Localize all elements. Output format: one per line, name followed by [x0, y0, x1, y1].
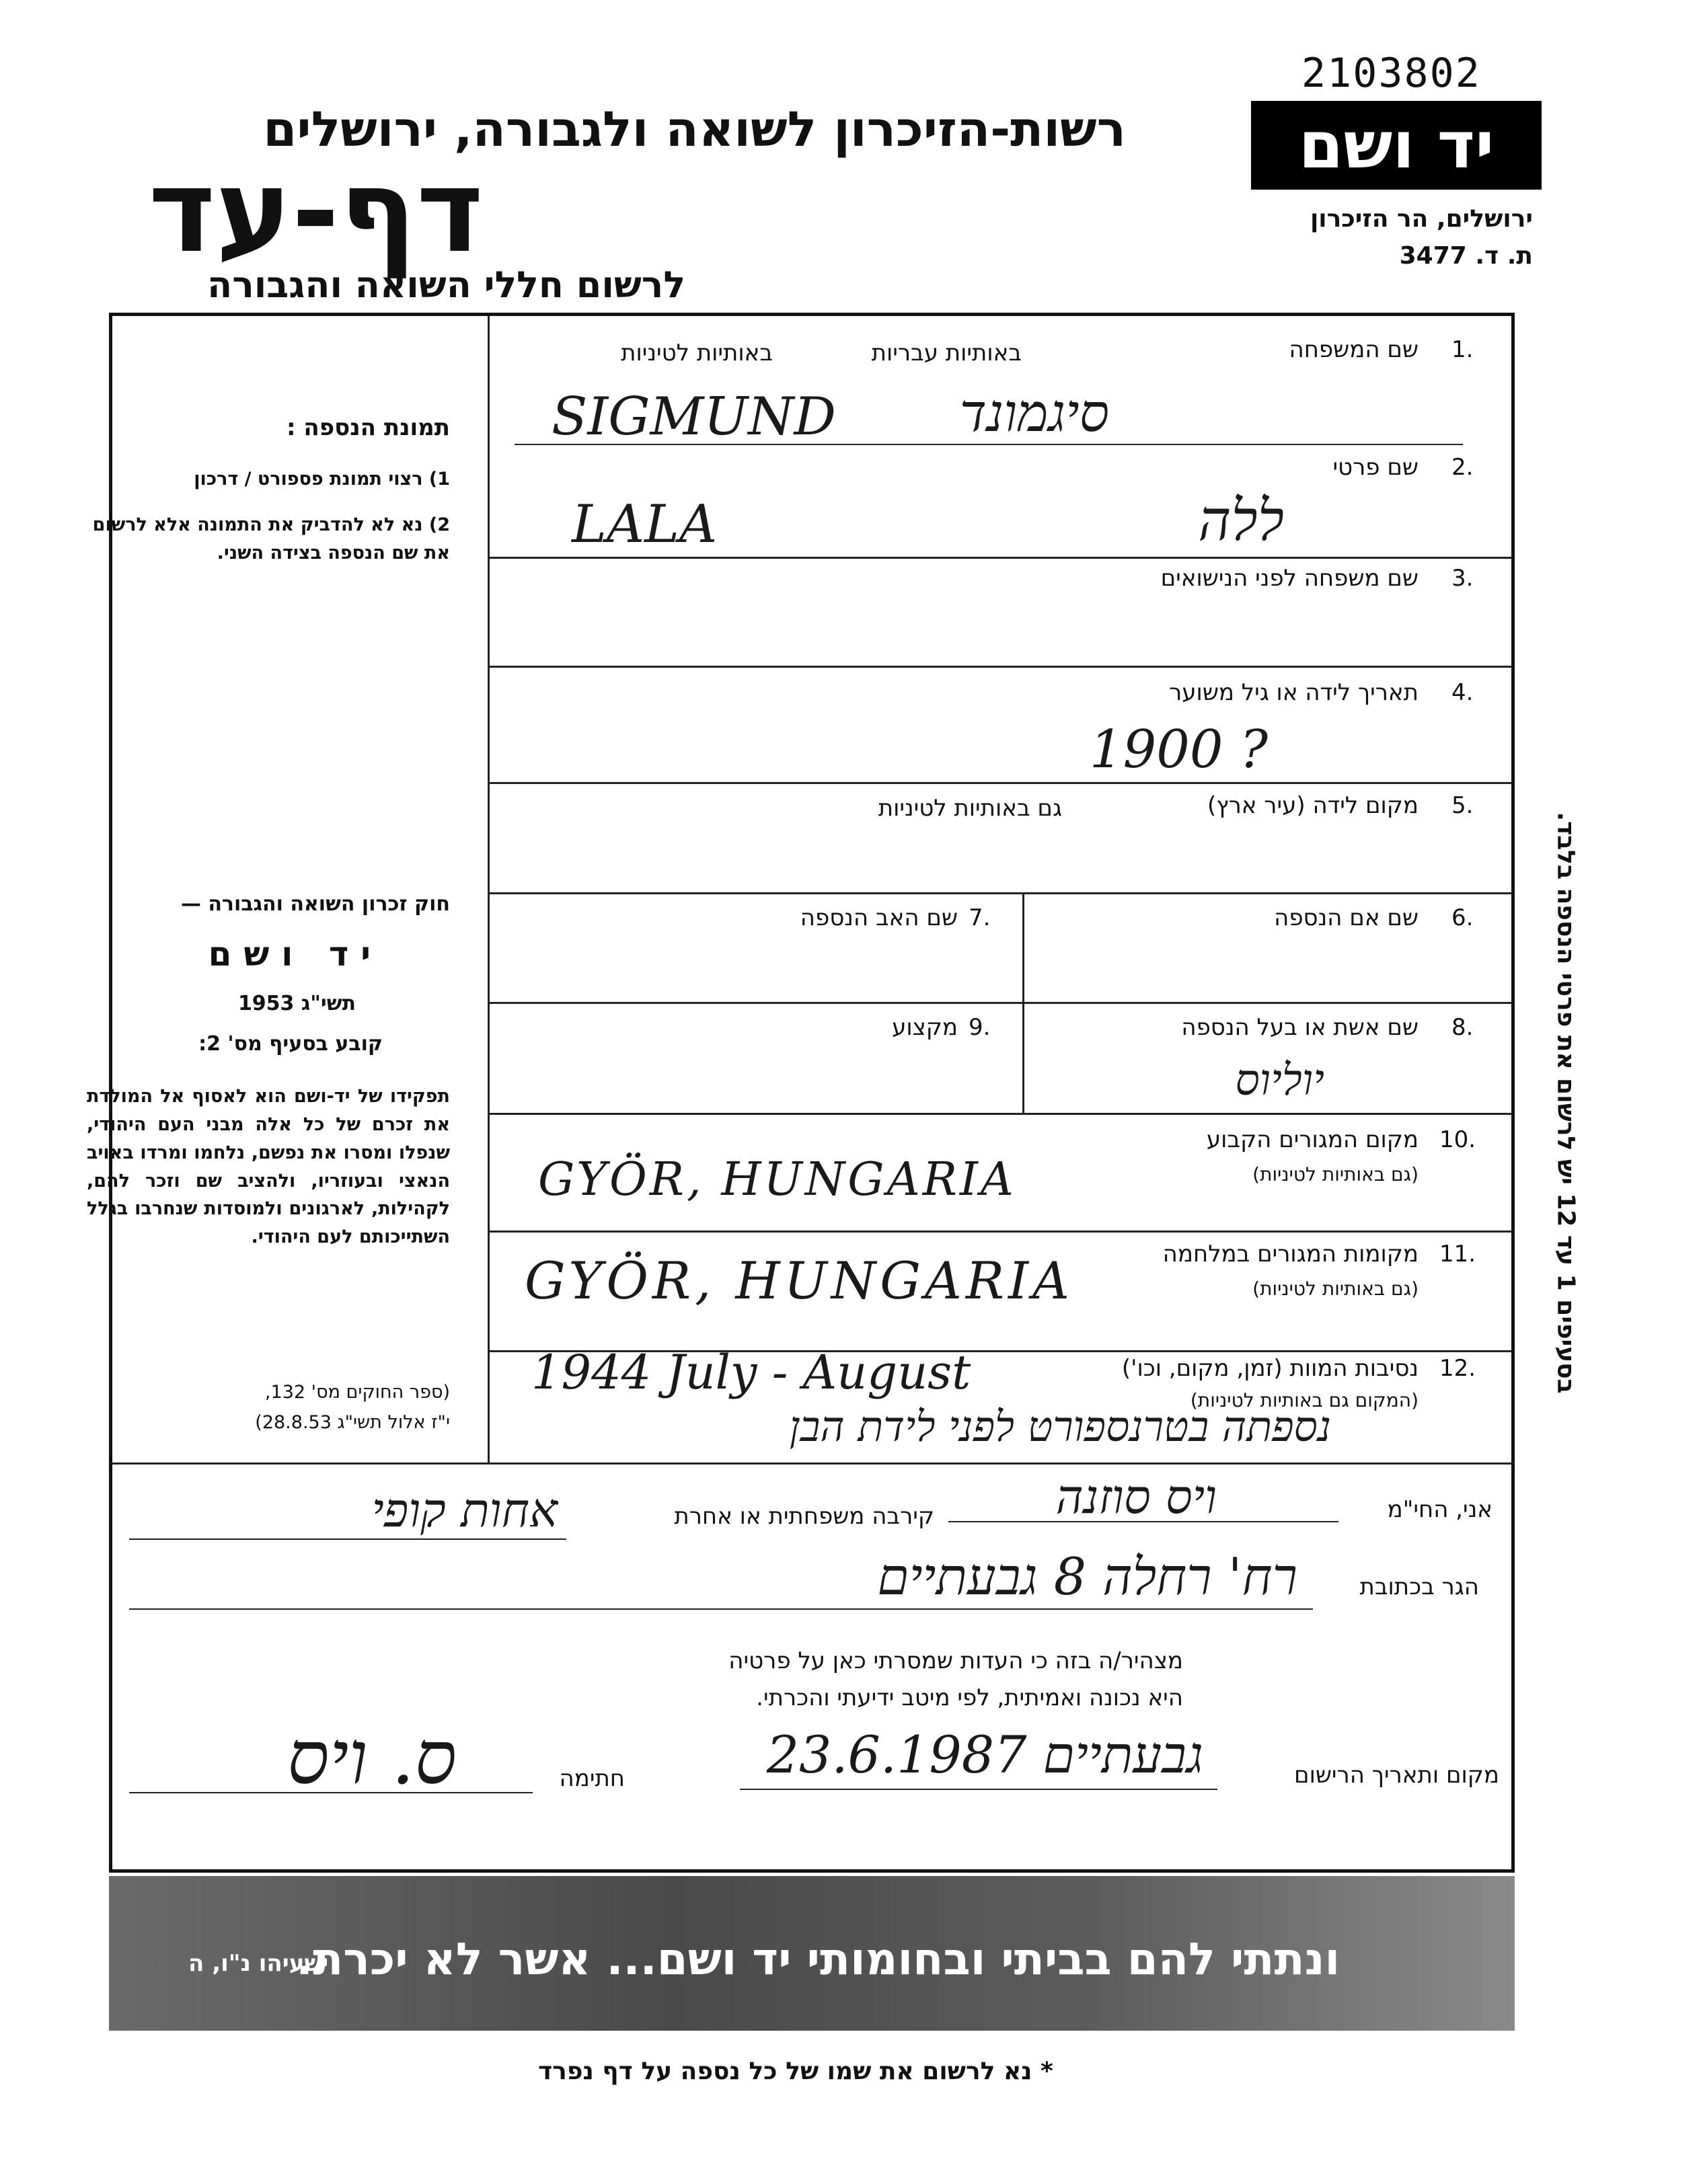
banner-quote: ונתתי להם בביתי ובחומותי יד ושם... אשר לא יכרת.: [296, 1933, 1340, 1985]
row-line: [490, 892, 1512, 894]
field-6-number: 6.: [1451, 904, 1474, 931]
photo-note-1: 1) רצוי תמונת פספורט / דרכון: [194, 469, 450, 490]
side-note: [1546, 699, 1586, 1506]
field-1-number: 1.: [1451, 336, 1474, 363]
document-number: 2103802: [1301, 50, 1481, 97]
field-3-label: שם משפחה לפני הנישואים: [1160, 565, 1419, 592]
field-2-latin-value: LALA: [572, 494, 718, 555]
statement-line-1: מצהיר/ה בזה כי העדות שמסרתי כאן על פרטיה: [728, 1647, 1183, 1674]
field-9-label: מקצוע: [892, 1014, 958, 1041]
row-line: [490, 782, 1512, 784]
field-8-label: שם אשת או בעל הנספה: [1181, 1014, 1419, 1041]
field-5-note: גם באותיות לטיניות: [878, 795, 1062, 822]
photo-note-2: 2) נא לא להדביק את התמונה אלא לרשום את שם הנספה בצידה השני.: [92, 514, 450, 563]
field-11-value: GYÖR, HUNGARIA: [525, 1251, 1073, 1311]
field-8-value: יוליוס: [1235, 1056, 1324, 1105]
form-subtitle: לרשום חללי השואה והגבורה: [207, 264, 685, 306]
field-12-note: (המקום גם באותיות לטיניות): [1190, 1389, 1419, 1411]
side-note-text: בסעיפים 1 עד 12 יש לרשום את פרטי הנספה בלבד.: [1552, 812, 1580, 1394]
row-line: [490, 1002, 1512, 1004]
field-11-label: מקומות המגורים במלחמה: [1162, 1241, 1419, 1268]
footnote: * נא לרשום את שמו של כל נספה על דף נפרד: [538, 2058, 1053, 2085]
field-4-number: 4.: [1451, 679, 1474, 706]
law-title: חוק זכרון השואה והגבורה —: [180, 892, 450, 916]
form-title: דף-עד: [148, 145, 484, 278]
declaration-prefix: אני, החי"מ: [1387, 1496, 1492, 1523]
yad-vashem-logo: [1251, 101, 1542, 190]
field-5-number: 5.: [1451, 792, 1474, 819]
law-name: יד ושם: [208, 935, 383, 974]
address-value: רח' רחלה 8 גבעתיים: [877, 1547, 1297, 1606]
relation-label: קירבה משפחתית או אחרת: [674, 1503, 934, 1530]
row-line: [490, 1113, 1512, 1115]
law-date: י"ז אלול תשי"ג 28.8.53): [255, 1412, 450, 1433]
place-date-value: גבעתיים 23.6.1987: [766, 1725, 1203, 1785]
declarant-name: ויס סוזנה: [1055, 1469, 1217, 1524]
field-11-number: 11.: [1439, 1241, 1476, 1268]
law-year: תשי"ג 1953: [237, 992, 356, 1015]
address-line-2: ת. ד. 3477: [1399, 242, 1533, 270]
field-10-label: מקום המגורים הקבוע: [1206, 1126, 1419, 1153]
field-7-number: 7.: [969, 904, 991, 931]
field-2-hebrew-value: ללה: [1198, 488, 1284, 553]
field-5-label: מקום לידה (עיר ארץ): [1207, 792, 1419, 819]
field-9-number: 9.: [969, 1014, 991, 1041]
place-date-underline: [740, 1789, 1217, 1790]
field-4-label: תאריך לידה או גיל משוער: [1169, 679, 1419, 706]
field-12-value-line-2: נספתה בטרנספורט לפני לידת הבן: [789, 1402, 1331, 1451]
col-header-latin: באותיות לטיניות: [621, 340, 773, 366]
field-12-value-line-1: 1944 July - August: [531, 1345, 971, 1400]
address-label: הגר בכתובת: [1359, 1573, 1479, 1600]
row-line: [490, 557, 1512, 559]
relation-value: אחות קופי: [371, 1483, 558, 1538]
law-clause: קובע בסעיף מס' 2:: [198, 1032, 383, 1056]
field-11-note: (גם באותיות לטיניות): [1252, 1278, 1419, 1300]
relation-underline: [129, 1538, 566, 1540]
field-7-label: שם האב הנספה: [800, 904, 958, 931]
field-10-note: (גם באותיות לטיניות): [1252, 1163, 1419, 1185]
field-12-label: נסיבות המוות (זמן, מקום, וכו'): [1121, 1355, 1419, 1382]
law-text: תפקידו של יד-ושם הוא לאסוף אל המולדת את זכרם של כל אלה מבני העם היהודי, שנפלו ומסרו את נפשם, נלחמו ומרדו באויב הנאצי ובעוזריו, ולהציב שם וזכר להם, לקהילות, לארגונים ולמוסדות שנחרבו בגלל השתייכותם לעם היהודי.: [87, 1086, 450, 1248]
photo-title: תמונת הנספה :: [287, 414, 450, 441]
signature: ס. ויס: [287, 1715, 457, 1801]
place-date-label: מקום ותאריך הרישום: [1294, 1762, 1499, 1789]
field-4-value: 1900 ?: [1090, 719, 1269, 780]
field-8-number: 8.: [1451, 1014, 1474, 1041]
col-header-hebrew: באותיות עבריות: [871, 340, 1022, 366]
field-10-number: 10.: [1439, 1126, 1476, 1153]
field-1-label: שם המשפחה: [1289, 336, 1419, 363]
law-source: (ספר החוקים מס' 132,: [264, 1382, 450, 1403]
address-line-1: ירושלים, הר הזיכרון: [1310, 205, 1533, 233]
field-2-number: 2.: [1451, 454, 1474, 481]
field-12-number: 12.: [1439, 1355, 1476, 1382]
field-1-hebrew-value: סיגמונד: [959, 383, 1109, 444]
row-line: [490, 1231, 1512, 1233]
field-split-divider: [1022, 892, 1024, 1113]
row-line: [490, 666, 1512, 668]
statement-line-2: היא נכונה ואמיתית, לפי מיטב ידיעתי והכרתי.: [756, 1684, 1183, 1711]
column-divider: [488, 316, 490, 1462]
field-2-label: שם פרטי: [1332, 454, 1419, 481]
section-divider: [111, 1462, 1513, 1465]
institution-name: רשות-הזיכרון לשואה ולגבורה, ירושלים: [263, 101, 1126, 157]
field-1-latin-value: SIGMUND: [552, 387, 836, 447]
banner-reference: ישעיהו נ"ו, ה: [188, 1950, 329, 1977]
field-10-value: GYÖR, HUNGARIA: [538, 1153, 1016, 1206]
address-underline: [129, 1608, 1313, 1610]
logo-text: יד ושם: [1298, 108, 1495, 183]
signature-label: חתימה: [559, 1765, 625, 1792]
field-6-label: שם אם הנספה: [1274, 904, 1419, 931]
field-3-number: 3.: [1451, 565, 1474, 592]
